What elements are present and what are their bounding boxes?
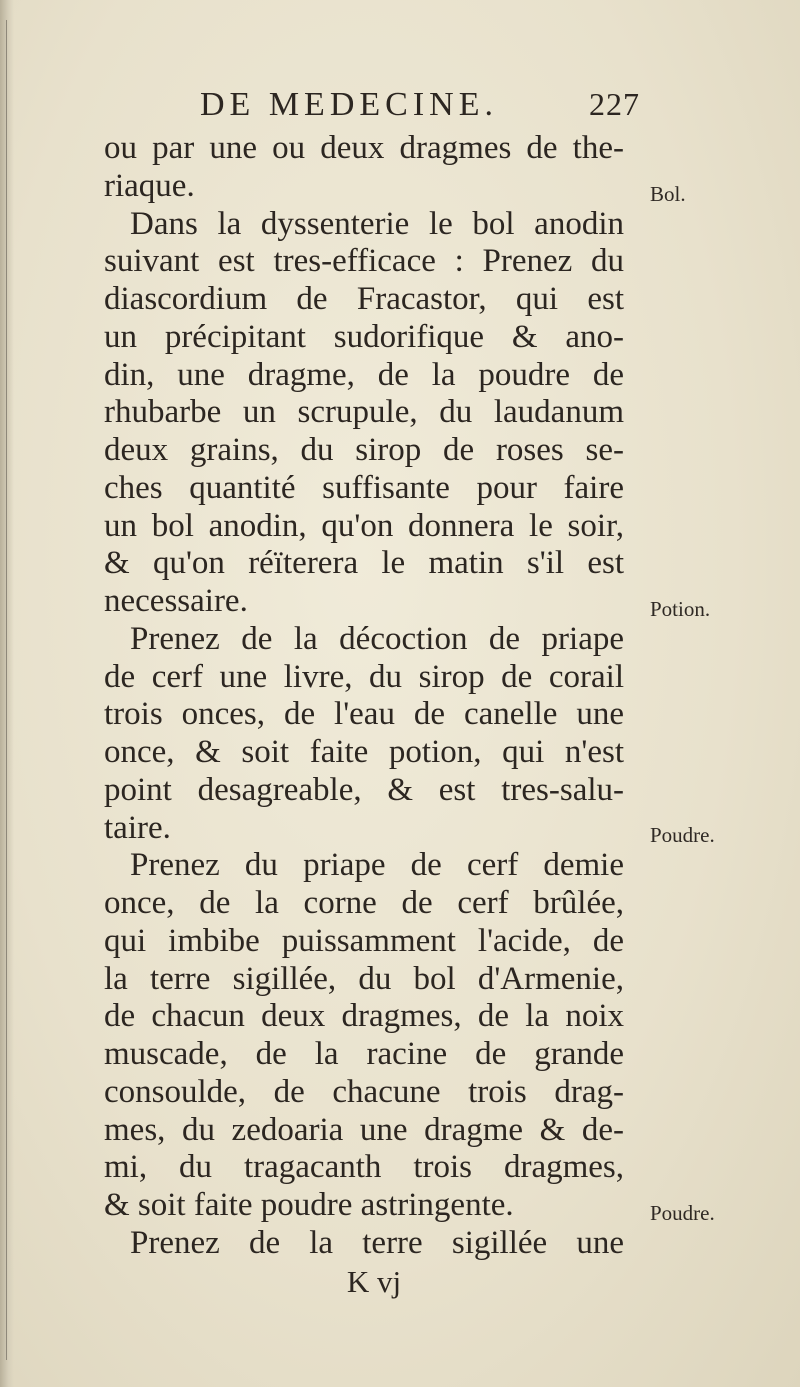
page-number: 227 bbox=[589, 86, 640, 122]
text-line: ou par une ou deux dragmes de the- bbox=[104, 130, 624, 166]
text-line: un précipitant sudorifique & ano- bbox=[104, 318, 624, 355]
text-line: Prenez de la décoction de priape bbox=[130, 620, 624, 657]
text-line: un bol anodin, qu'on donnera le soir, bbox=[104, 507, 624, 544]
text-line: diascordium de Fracastor, qui est bbox=[104, 281, 624, 317]
margin-note: Poudre. bbox=[650, 823, 715, 848]
margin-note: Bol. bbox=[650, 181, 686, 206]
text-line: Prenez de la terre sigillée une bbox=[130, 1224, 624, 1261]
margin-note: Potion. bbox=[650, 596, 711, 621]
text-line: qui imbibe puissamment l'acide, de bbox=[104, 922, 624, 959]
text-line: trois onces, de l'eau de canelle une bbox=[104, 696, 624, 733]
page-binding-shadow bbox=[0, 0, 14, 1387]
text-line: rhubarbe un scrupule, du laudanum bbox=[104, 394, 624, 431]
text-line: consoulde, de chacune trois drag- bbox=[104, 1073, 624, 1110]
text-line: Prenez du priape de cerf demie bbox=[130, 847, 624, 884]
text-line: muscade, de la racine de grande bbox=[104, 1036, 624, 1072]
text-line: & soit faite poudre astringente. bbox=[104, 1187, 514, 1223]
text-line: once, & soit faite potion, qui n'est bbox=[104, 734, 624, 770]
text-line: taire. bbox=[104, 809, 171, 846]
running-header bbox=[200, 86, 640, 126]
text-line: de cerf une livre, du sirop de corail bbox=[104, 658, 624, 695]
text-line: & qu'on réïterera le matin s'il est bbox=[104, 545, 624, 582]
body-text bbox=[104, 130, 624, 1300]
text-line: suivant est tres-efficace : Prenez du bbox=[104, 243, 624, 280]
text-line: Dans la dyssenterie le bol anodin bbox=[130, 205, 624, 242]
margin-note: Poudre. bbox=[650, 1200, 715, 1225]
text-line: mes, du zedoaria une dragme & de- bbox=[104, 1111, 624, 1148]
text-line: once, de la corne de cerf brûlée, bbox=[104, 885, 624, 921]
text-line: deux grains, du sirop de roses se- bbox=[104, 432, 624, 468]
text-line: necessaire. bbox=[104, 583, 248, 619]
text-line: din, une dragme, de la poudre de bbox=[104, 356, 624, 393]
running-title: DE MEDECINE. bbox=[200, 86, 498, 123]
text-line: mi, du tragacanth trois dragmes, bbox=[104, 1149, 624, 1186]
text-line: ches quantité suffisante pour faire bbox=[104, 469, 624, 506]
text-line: riaque. bbox=[104, 167, 195, 204]
text-line: de chacun deux dragmes, de la noix bbox=[104, 998, 624, 1035]
text-line: la terre sigillée, du bol d'Armenie, bbox=[104, 960, 624, 997]
catchword: K vj bbox=[346, 1263, 402, 1299]
text-line: point desagreable, & est tres-salu- bbox=[104, 771, 624, 808]
binding-edge-line bbox=[6, 20, 7, 1360]
